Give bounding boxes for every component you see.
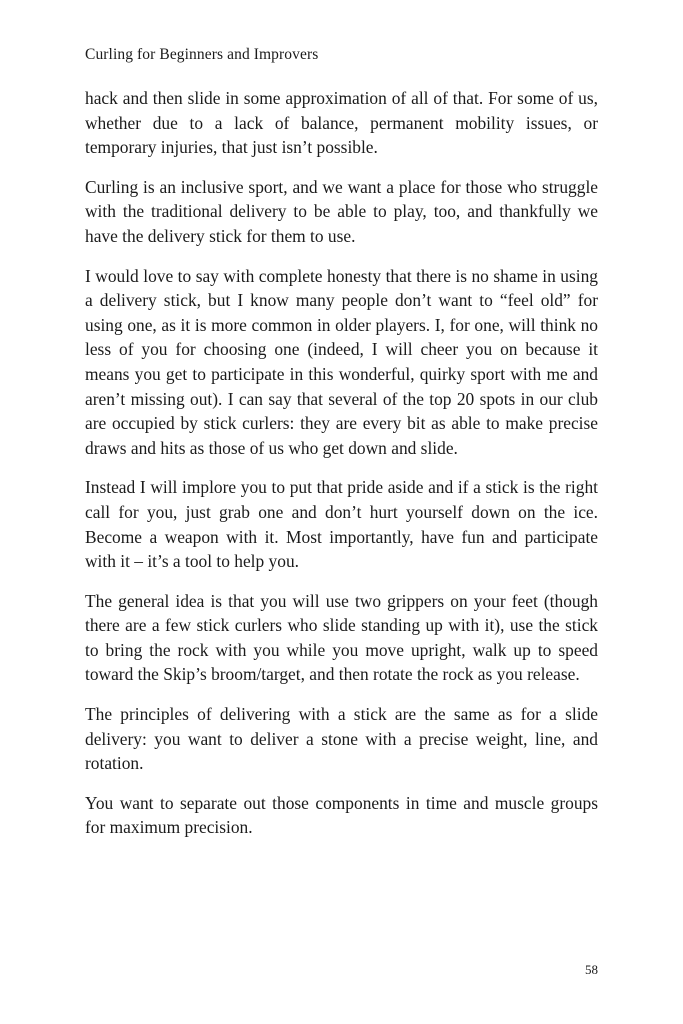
- body-paragraph: Curling is an inclusive sport, and we want a place for those who struggle with the traditional delivery to be able to play, too, and thankfully we have the delivery stick for them to use.: [85, 176, 598, 246]
- body-paragraph: The principles of delivering with a stick are the same as for a slide delivery: you want to deliver a stone with a precise weight, line, and rotation.: [85, 704, 598, 774]
- running-head: Curling for Beginners and Improvers: [85, 46, 319, 63]
- page-number: 58: [585, 962, 598, 977]
- body-paragraph: I would love to say with complete honesty that there is no shame in using a delivery stick, but I know many people don’t want to “feel old” for using one, as it is more common in older players. I, for one, will think no less of you for choosing one (indeed, I will cheer you on because it means you get to participate in this wonderful, quirky sport with me and aren’t missing out). I can say that several of the top 20 spots in our club are occupied by stick curlers: they are every bit as able to make precise draws and hits as those of us who get down and slide.: [85, 265, 598, 458]
- body-paragraph: hack and then slide in some approximation of all of that. For some of us, whether due to a lack of balance, permanent mobility issues, or temporary injuries, that just isn’t possible.: [85, 88, 598, 158]
- body-paragraph: Instead I will implore you to put that pride aside and if a stick is the right call for you, just grab one and don’t hurt yourself down on the ice. Become a weapon with it. Most importantly, have fun and participate with it – it’s a tool to help you.: [85, 477, 598, 572]
- body-paragraph: The general idea is that you will use two grippers on your feet (though there are a few stick curlers who slide standing up with it), use the stick to bring the rock with you while you move upright, walk up to speed toward the Skip’s broom/target, and then rotate the rock as you release.: [85, 590, 598, 685]
- body-paragraph: You want to separate out those components in time and muscle groups for maximum precision.: [85, 792, 598, 838]
- body-text-column: [85, 86, 598, 840]
